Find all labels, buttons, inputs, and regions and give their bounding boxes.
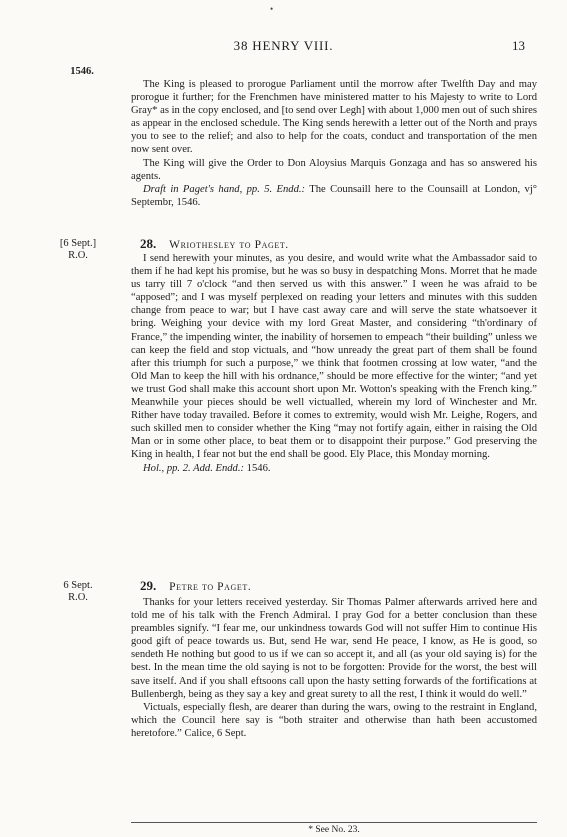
paragraph: The King is pleased to prorogue Parliament until the morrow after Twelfth Day and may prorogue it further; for the Frenchmen have ministered matter to his Majesty to write to Lord Gray* as in the copy enclosed, and [to send over Legh] with about 1,000 men out of such shires as appear in the enclosed schedule. The King sends herewith a letter out of the North and prays you to see to the relief; and also to help for the coats, conduct and transportation of the men now sent over. bbox=[131, 79, 537, 156]
source-note: Hol., pp. 2. Add. Endd.: 1546. bbox=[143, 462, 271, 474]
source-note: Draft in Paget's hand, pp. 5. Endd.: The Counsaill here to the Counsaill at London, vj° Septembr, 1546. bbox=[131, 183, 537, 208]
running-head: 38 HENRY VIII. bbox=[233, 38, 334, 53]
paragraph: Thanks for your letters received yesterday. Sir Thomas Palmer afterwards arrived here and told me of his talk with the French Admiral. I pray God for a better conclusion than these preambles signify. “I fear me, our unkindness towards God will not suffer Him to continue His good gift of peace towards us. But, send He war, send He peace, I know, as He is good, so sendeth He nothing but good to us if we can so accept it, and all (as your old saying is) for the best. In the mean time the old saying is not to be forgotten: Provide for the worst, the best will save itself. And if you shall eftsoons call upon the hasty setting forwards of the fortifications at Bullenbergh, being as they say a key and great surety to all the rest, I think it would do well.” bbox=[131, 597, 537, 700]
entry-title: Wriothesley to Paget. bbox=[169, 239, 289, 251]
entry28-text bbox=[131, 252, 537, 475]
margin-year: 1546. bbox=[70, 66, 94, 77]
entry29-date: 6 Sept. bbox=[63, 580, 93, 591]
paragraph: I send herewith your minutes, as you desire, and would write what the Ambassador said to them if he had kept his promise, but he was so busy in despatching Mons. Morret that he made us tarry till 7 o'clock “and then served us with this answer.” I ween he was afraid to be “apposed”; and I was myself perplexed on reading your letters and minutes with this sudden change from peace to war; but I have cast away care and will serve the state whatsoever it bring. Weighing your device with my lord Great Master, and considering “th'ordinary of France,” the impending winter, the inability of horsemen to empeach “their building” unless we can keep the field and stop victuals, and “how unready the great part of them shall be found after this triumph for such a purpose,” we think that footmen crossing at low water, “and the Old Man to keep the hill with his ordnance,” should be more effective for the winter; “and yet we trust God shall make this account short upon Mr. Wotton's speaking with the French king.” Meanwhile your pieces should be well victualled, wherein my lord of Winchester and Mr. Rither have today travailed. Before it comes to extremity, would wish Mr. Leighe, Rogers, and such skilled men to consider whether the King “may not fortify again, either in raising the Old Man or in some other place, to beat them or to disappoint their purpose.” God preserving the King in health, I fear not but the end shall be good. Ely Place, this Monday morning. bbox=[131, 253, 537, 461]
entry29-heading bbox=[140, 578, 251, 594]
entry-number: 29. bbox=[140, 578, 157, 593]
entry29-text bbox=[131, 596, 537, 740]
entry-number: 28. bbox=[140, 236, 157, 251]
page-number: 13 bbox=[512, 38, 525, 53]
previous-entry-text bbox=[131, 78, 537, 209]
top-mark: • bbox=[270, 4, 274, 14]
paragraph: The King will give the Order to Don Aloysius Marquis Gonzaga and has so answered his agents. bbox=[131, 157, 537, 182]
entry29-ref: R.O. bbox=[68, 592, 88, 603]
footnote: * See No. 23. bbox=[131, 822, 537, 835]
entry28-heading bbox=[140, 236, 289, 252]
paragraph: Victuals, especially flesh, are dearer than during the wars, owing to the restraint in England, which the Council here say is “both straiter and otherwise than hath been accustomed heretofore.” Calice, 6 Sept. bbox=[131, 701, 537, 739]
watermark bbox=[540, 110, 560, 810]
entry28-ref: R.O. bbox=[68, 250, 88, 261]
entry28-date: [6 Sept.] bbox=[59, 238, 97, 249]
entry-title: Petre to Paget. bbox=[169, 581, 252, 593]
